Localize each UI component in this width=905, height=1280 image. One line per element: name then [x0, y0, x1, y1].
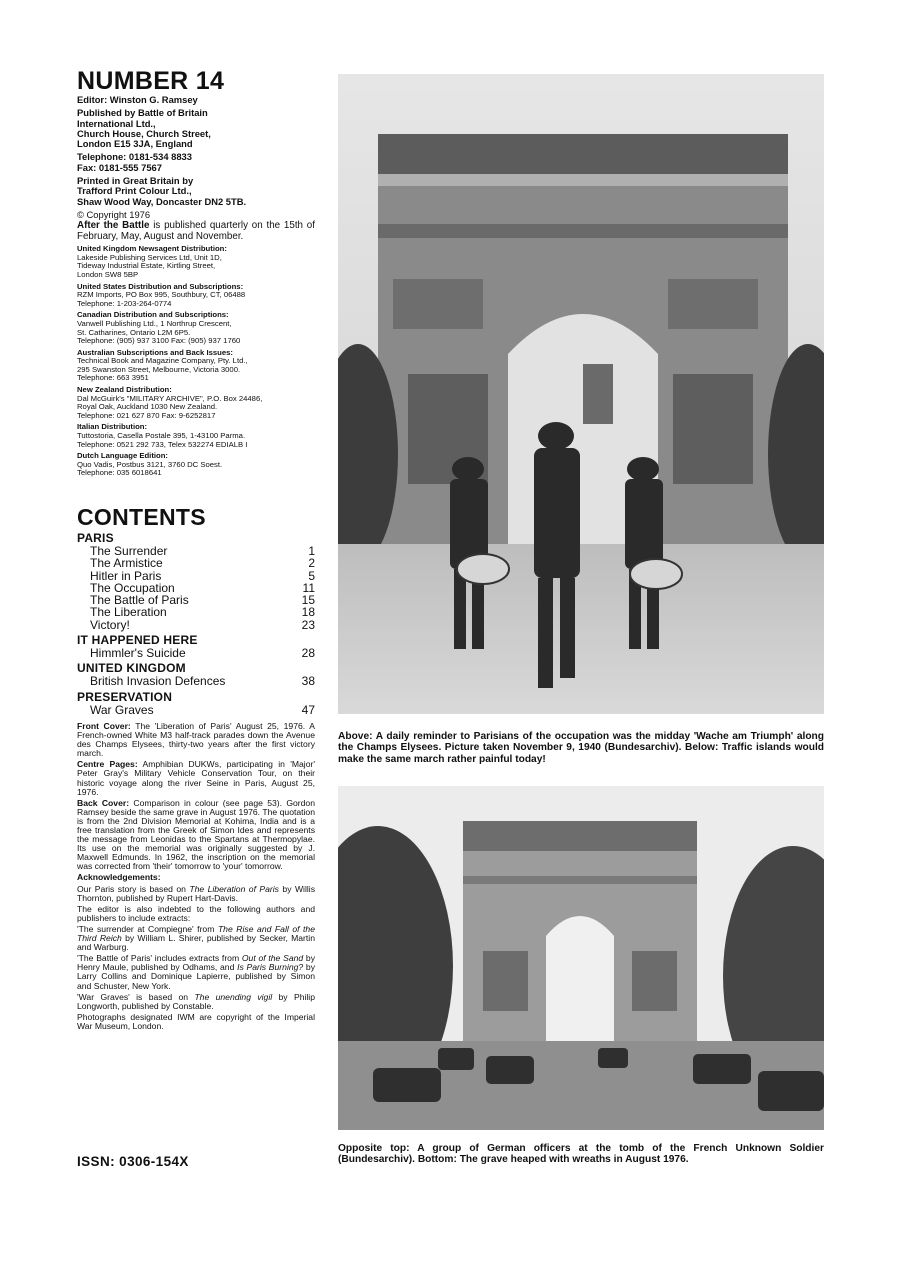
contents-item[interactable]: The Surrender 1	[90, 544, 315, 558]
printer-block: Printed in Great Britain by Trafford Print Colour Ltd., Shaw Wood Way, Doncaster DN2 5TB.	[77, 175, 247, 207]
issue-number: NUMBER 14	[77, 67, 225, 95]
distribution-uk: United Kingdom Newsagent Distribution: Lakeside Publishing Services Ltd, Unit 1D, Tideway Industrial Estate, Kirtling Street, London SW8 5BP	[77, 244, 227, 279]
acknowledgement: 'The Battle of Paris' includes extracts from Out of the Sand by Henry Maule, published by Odhams, and Is Paris Burning? by Larry Collins and Dominique Lapierre, published by Simon and Schuster, New York.	[77, 953, 315, 991]
contents-item[interactable]: Hitler in Paris 5	[90, 568, 315, 583]
caption-bottom: Opposite top: A group of German officers at the tomb of the French Unknown Soldier (Bundesarchiv). Bottom: The grave heaped with wreaths in August 1976.	[338, 1143, 824, 1166]
distribution-canada: Canadian Distribution and Subscriptions: Vanwell Publishing Ltd., 1 Northrup Crescent, St. Catharines, Ontario L2M 6P5. Telephone: (905) 937 3100 Fax: (905) 937 1760	[77, 310, 241, 346]
acknowledgements-heading: Acknowledgements:	[77, 872, 161, 883]
telephone-line: Telephone: 0181-534 8833	[77, 151, 192, 163]
front-cover-note: Front Cover: The 'Liberation of Paris' August 25, 1976. A French-owned White M3 half-track parades down the Avenue des Champs Elysees, thirty-two years after the first victory march.	[77, 720, 316, 759]
back-cover-note: Back Cover: Comparison in colour (see page 53). Gordon Ramsey beside the same grave in August 1976. The quotation is from the 2nd Division Memorial at Kohima, India and is a free translation from the Greek of Simon Ides and represents the message from Leonidas to the Spartans at Thermopylae. Its use on the memorial was originally suggested by J. Maxwell Edmunds. In 1962, the inscription on the memorial was corrected from 'their' tomorrow to 'your' tomorrow.	[77, 797, 315, 872]
distribution-new-zealand: New Zealand Distribution: Dal McGuirk's "MILITARY ARCHIVE", P.O. Box 24486, Royal Oak, Auckland 1030 New Zealand. Telephone: 021 627 870 Fax: 9-6252817	[77, 385, 263, 420]
fax-line: Fax: 0181-555 7567	[77, 161, 162, 173]
section-paris: PARIS	[77, 531, 114, 545]
photo-1976-illustration	[338, 786, 824, 1130]
contents-item[interactable]: Himmler's Suicide 28	[90, 646, 315, 661]
contents-item[interactable]: The Liberation 18	[90, 605, 315, 620]
left-column	[77, 68, 315, 1031]
photo-1940-illustration	[338, 74, 824, 714]
publisher-block: Published by Battle of Britain International Ltd., Church House, Church Street, London E15 3JA, England	[77, 107, 211, 150]
caption-top: Above: A daily reminder to Parisians of the occupation was the midday 'Wache am Triumph' along the Champs Elysees. Picture taken November 9, 1940 (Bundesarchiv). Below: Traffic islands would make the same march rather painful today!	[338, 731, 824, 765]
copyright-line: © Copyright 1976	[77, 208, 151, 220]
acknowledgement: Our Paris story is based on The Liberation of Paris by Willis Thornton, published by Rupert Hart-Davis.	[77, 883, 315, 903]
distribution-australia: Australian Subscriptions and Back Issues: Technical Book and Magazine Company, Pty. Ltd., 295 Swanston Street, Melbourne, Victoria 3000. Telephone: 663 3951	[77, 347, 248, 383]
issn-number: ISSN: 0306-154X	[77, 1154, 189, 1169]
distribution-us: United States Distribution and Subscriptions: RZM Imports, PO Box 995, Southbury, CT, 06488 Telephone: 1-203-264-0774	[77, 281, 246, 308]
section-it-happened-here: IT HAPPENED HERE	[77, 633, 198, 648]
contents-item[interactable]: The Battle of Paris 15	[90, 593, 315, 608]
acknowledgement: 'War Graves' is based on The unending vigil by Philip Longworth, published by Constable.	[77, 991, 315, 1011]
distribution-italy: Italian Distribution: Tuttostoria, Casella Postale 395, 1-43100 Parma. Telephone: 0521 292 733, Telex 532274 EDIALB I	[77, 422, 248, 449]
photo-arc-de-triomphe-1940	[338, 74, 824, 714]
distribution-dutch: Dutch Language Edition: Quo Vadis, Postbus 3121, 3760 DC Soest. Telephone: 035 6018641	[77, 451, 223, 478]
contents-item[interactable]: War Graves 47	[90, 702, 315, 717]
publication-schedule: After the Battle is published quarterly on the 15th of February, May, August and November.	[77, 219, 315, 242]
contents-title: CONTENTS	[77, 504, 206, 530]
contents-item[interactable]: The Occupation 11	[90, 580, 315, 595]
section-united-kingdom: UNITED KINGDOM	[77, 661, 186, 676]
acknowledgement: Photographs designated IWM are copyright of the Imperial War Museum, London.	[77, 1011, 315, 1031]
contents-item[interactable]: British Invasion Defences 38	[90, 674, 315, 689]
centre-pages-note: Centre Pages: Amphibian DUKWs, participating in 'Major' Peter Gray's Military Vehicle Conservation Tour, on their historic voyage along the river Seine in Paris, August 25, 1976.	[77, 759, 315, 797]
section-preservation: PRESERVATION	[77, 689, 173, 704]
photo-arc-de-triomphe-1976	[338, 786, 824, 1130]
acknowledgement: 'The surrender at Compiegne' from The Rise and Fall of the Third Reich by William L. Shirer, published by Secker, Martin and Warburg.	[77, 923, 315, 953]
editor-line: Editor: Winston G. Ramsey	[77, 94, 198, 105]
acknowledgement: The editor is also indebted to the following authors and publishers to include extracts:	[77, 903, 315, 923]
credits-block	[77, 722, 315, 1031]
contents-item[interactable]: Victory! 23	[90, 617, 315, 632]
contents-item[interactable]: The Armistice 2	[90, 556, 315, 571]
